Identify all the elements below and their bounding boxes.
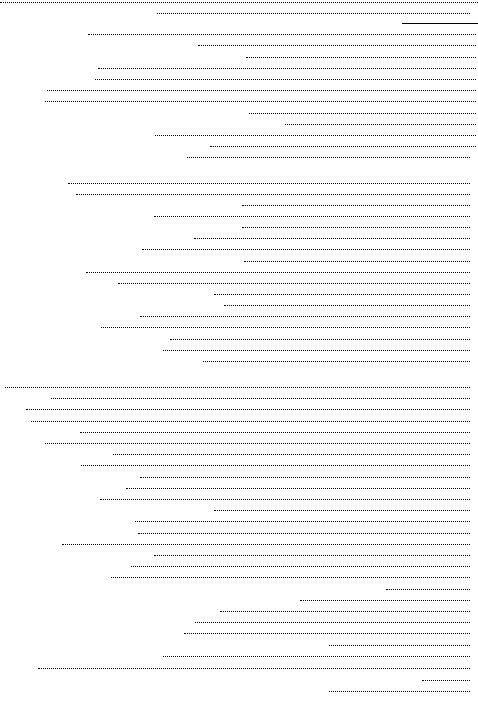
dotted-line [45,101,476,102]
dotted-line [111,577,470,578]
dotted-line [184,633,470,634]
dotted-line [118,283,470,284]
dotted-line [131,566,470,567]
dotted-line [157,13,470,14]
dotted-line [285,124,476,125]
dotted-line [329,691,470,692]
dotted-line [51,398,470,399]
dotted-line [249,113,476,114]
dotted-line [242,227,470,228]
dotted-line [81,465,470,466]
dotted-line [163,350,470,351]
dotted-line [98,68,476,69]
dotted-line [154,555,470,556]
dotted-line [224,305,470,306]
dotted-line [26,409,470,410]
dotted-line [31,421,470,422]
dotted-line [38,668,470,669]
dotted-line [140,477,470,478]
dotted-line [214,294,470,295]
dotted-line [76,194,470,195]
solid-rule [402,23,478,24]
dotted-line [422,680,470,681]
dotted-line [68,183,470,184]
dotted-line [101,327,470,328]
dotted-line [142,249,470,250]
dotted-line [88,34,476,35]
dotted-line [244,261,470,262]
dotted-line [126,488,470,489]
dotted-line [194,238,470,239]
dotted-line [242,205,470,206]
dotted-line [138,533,470,534]
dotted-line [210,146,476,147]
dotted-line [0,2,478,3]
dotted-line [113,454,470,455]
dotted-line [170,339,470,340]
dotted-line [214,510,470,511]
dotted-line [220,611,470,612]
dotted-line [80,432,470,433]
dotted-line [195,622,470,623]
dotted-line [300,600,470,601]
dotted-line [86,272,470,273]
dotted-line [203,361,470,362]
dotted-line [154,216,470,217]
dotted-line [187,157,470,158]
dotted-line [45,443,470,444]
dotted-line [5,387,470,388]
dotted-line [155,135,476,136]
dotted-line [198,45,476,46]
dotted-line [47,90,476,91]
dotted-line [140,316,470,317]
dotted-line [329,645,470,646]
dotted-line [246,57,476,58]
dotted-line [62,544,470,545]
dotted-line [135,521,470,522]
dotted-line [163,656,470,657]
dotted-line [95,79,476,80]
dotted-line [386,589,470,590]
dotted-line [100,499,470,500]
